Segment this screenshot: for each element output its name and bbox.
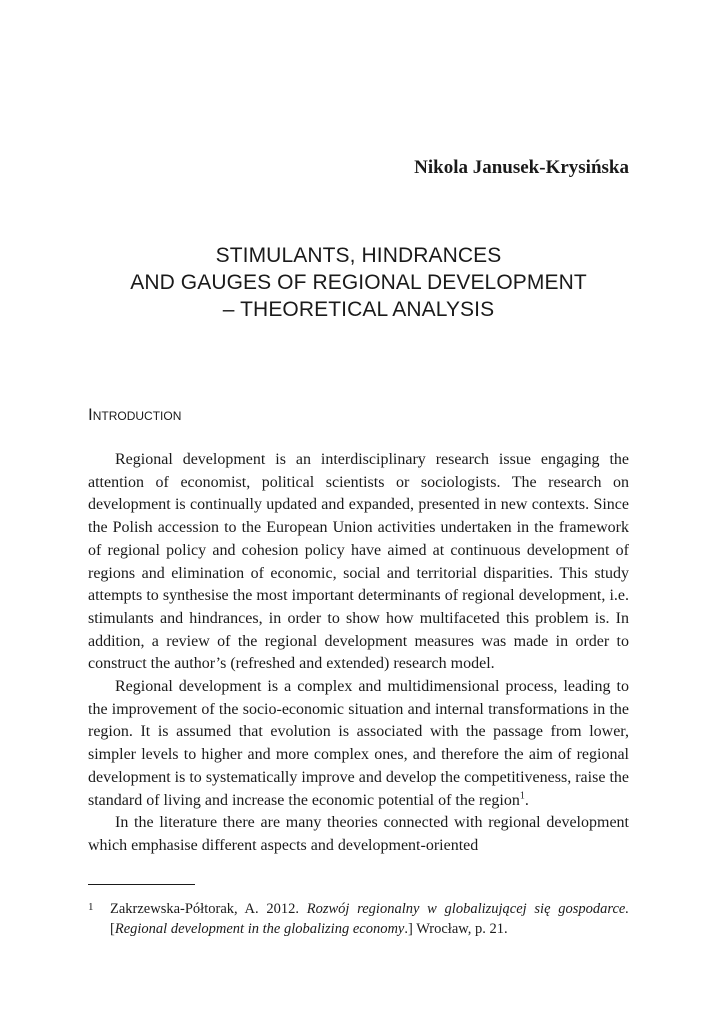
body-text [88,449,629,858]
footnote-reference-1[interactable]: 1 [519,790,525,802]
paragraph-2 [88,676,629,812]
footnote-title-polish: Rozwój regionalny w globalizującej się gospodarce. [306,901,629,917]
footnote-rest: .] Wrocław, p. 21. [404,920,508,937]
footnote-bracket-open: [ [110,920,115,937]
title-line-3: – THEORETICAL ANALYSIS [222,298,495,321]
author-name: Nikola Janusek-Krysińska [414,157,629,178]
footnote-author-year: Zakrzewska-Półtorak, A. 2012. [110,901,307,917]
footnote-text [88,900,629,939]
paragraph-3: In the literature there are many theories connected with regional development which emphasise different aspects and development-oriented [88,814,629,854]
footnote-title-english: Regional development in the globalizing economy [114,920,405,937]
paragraph-1: Regional development is an interdisciplinary research issue engaging the attention of economist, political scientists or sociologists. The research on development is continually updated and expanded, presented in new contexts. Since the Polish accession to the European Union activities undertaken in the framework of regional policy and cohesion policy have aimed at continuous development of regions and elimination of economic, social and territorial disparities. This study attempts to synthesise the most important determinants of regional development, i.e. stimulants and hindrances, in order to show how multifaceted this problem is. In addition, a review of the regional development measures was made in order to construct the author’s (refreshed and extended) research model. [88,451,629,673]
title-line-2: AND GAUGES OF REGIONAL DEVELOPMENT [130,271,587,294]
footnote-divider [88,884,195,885]
paper-title [60,242,657,323]
paragraph-2-end: . [524,791,529,809]
title-line-1: STIMULANTS, HINDRANCES [215,244,502,267]
footnote-1 [88,900,629,939]
footnote-number: 1 [88,901,94,913]
section-heading-introduction: Introduction [88,405,182,424]
paragraph-2-text: Regional development is a complex and multidimensional process, leading to the improvement of the socio-economic situation and internal transformations in the region. It is assumed that evolution is associated with the passage from lower, simpler levels to higher and more complex ones, and therefore the aim of regional development is to systematically improve and develop the competitiveness, raise the standard of living and increase the economic potential of the region [88,678,629,809]
